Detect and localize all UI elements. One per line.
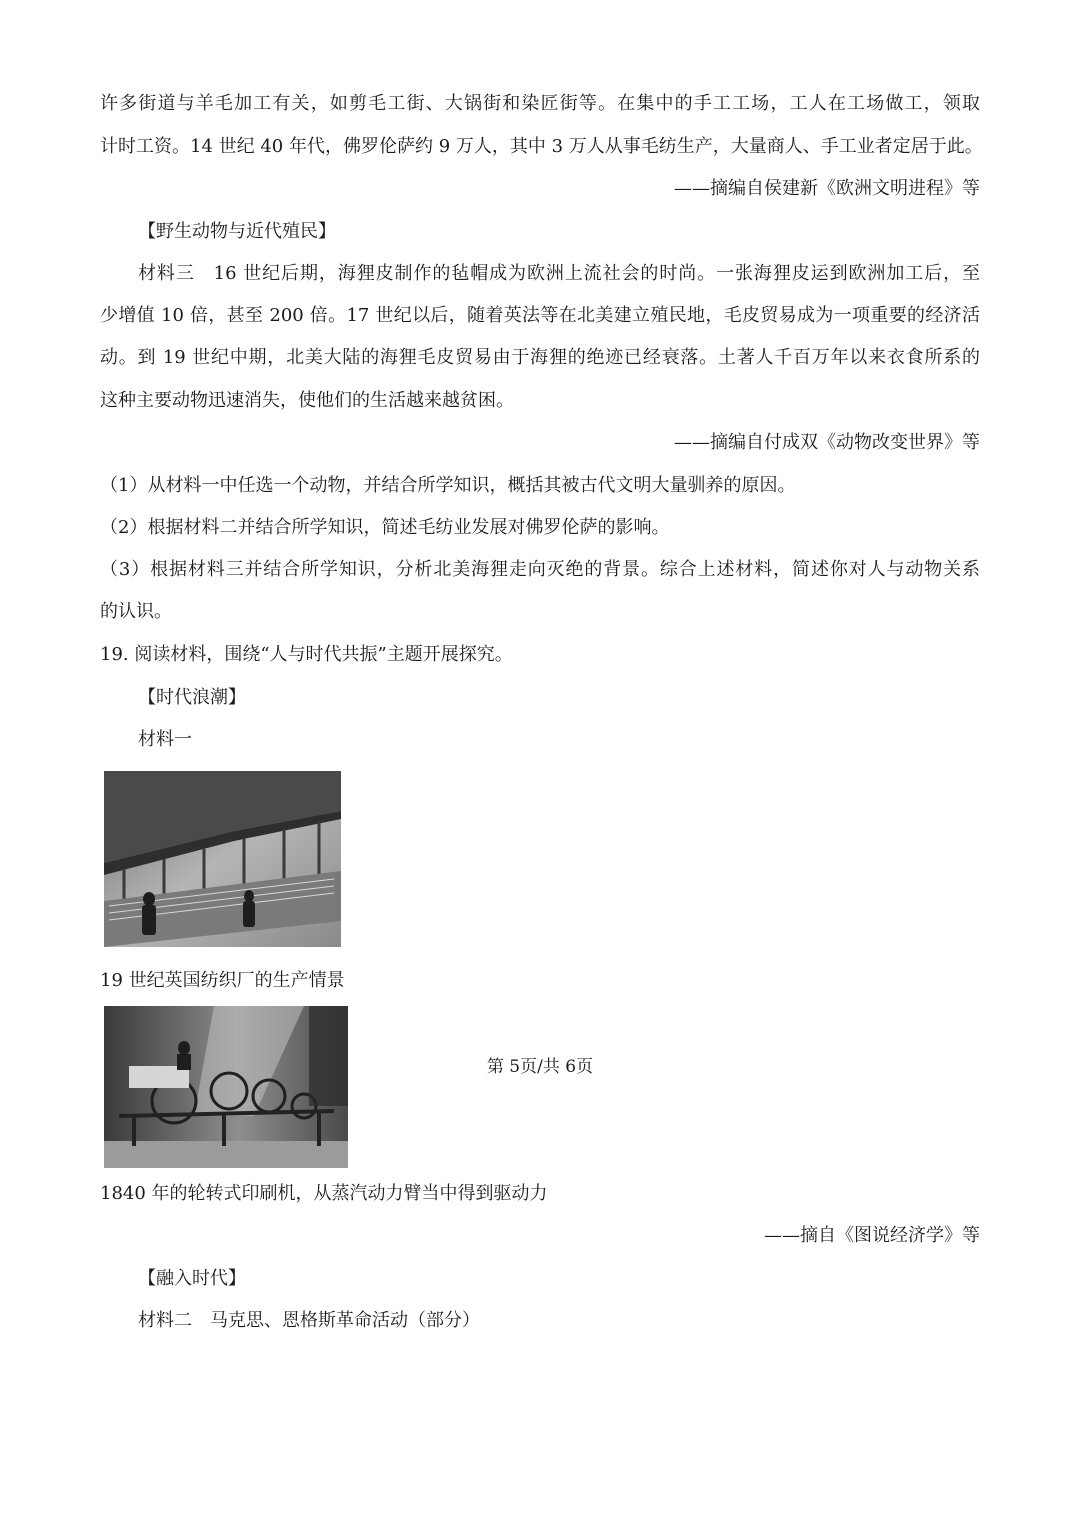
question-item: 的认识。 — [100, 601, 172, 622]
paragraph-line: 材料三 16 世纪后期，海狸皮制作的毡帽成为欧洲上流社会的时尚。一张海狸皮运到欧洲加工后，至 — [138, 263, 980, 284]
section-heading: 【时代浪潮】 — [138, 687, 246, 708]
source-citation: ——摘编自侯建新《欧洲文明进程》等 — [674, 178, 980, 199]
printing-press-photo — [104, 1006, 348, 1168]
question-item: （2）根据材料二并结合所学知识，简述毛纺业发展对佛罗伦萨的影响。 — [100, 517, 670, 538]
question-title: 19. 阅读材料，围绕“人与时代共振”主题开展探究。 — [100, 644, 513, 665]
paragraph-line: 计时工资。14 世纪 40 年代，佛罗伦萨约 9 万人，其中 3 万人从事毛纺生产，大量商人、手工业者定居于此。 — [100, 136, 983, 157]
material-label: 材料二 马克思、恩格斯革命活动（部分） — [138, 1310, 480, 1331]
question-item: （3）根据材料三并结合所学知识，分析北美海狸走向灭绝的背景。综合上述材料，简述你对人与动物关系 — [100, 559, 980, 580]
figure-caption: 19 世纪英国纺织厂的生产情景 — [100, 970, 345, 991]
section-heading: 【融入时代】 — [138, 1268, 246, 1289]
material-label: 材料一 — [138, 729, 192, 750]
paragraph-line: 少增值 10 倍，甚至 200 倍。17 世纪以后，随着英法等在北美建立殖民地，毛皮贸易成为一项重要的经济活 — [100, 305, 980, 326]
paragraph-line: 动。到 19 世纪中期，北美大陆的海狸毛皮贸易由于海狸的绝迹已经衰落。土著人千百万年以来衣食所系的 — [100, 347, 980, 368]
source-citation: ——摘编自付成双《动物改变世界》等 — [674, 432, 980, 453]
figure-caption: 1840 年的轮转式印刷机，从蒸汽动力臂当中得到驱动力 — [100, 1183, 548, 1204]
paragraph-line: 这种主要动物迅速消失，使他们的生活越来越贫困。 — [100, 390, 514, 411]
section-heading: 【野生动物与近代殖民】 — [138, 221, 336, 242]
source-citation: ——摘自《图说经济学》等 — [764, 1225, 980, 1246]
page-number: 第 5页/共 6页 — [486, 1057, 594, 1077]
question-item: （1）从材料一中任选一个动物，并结合所学知识，概括其被古代文明大量驯养的原因。 — [100, 475, 796, 496]
paragraph-line: 许多街道与羊毛加工有关，如剪毛工街、大锅街和染匠街等。在集中的手工工场，工人在工场做工，领取 — [100, 93, 980, 114]
textile-mill-photo — [104, 771, 341, 947]
